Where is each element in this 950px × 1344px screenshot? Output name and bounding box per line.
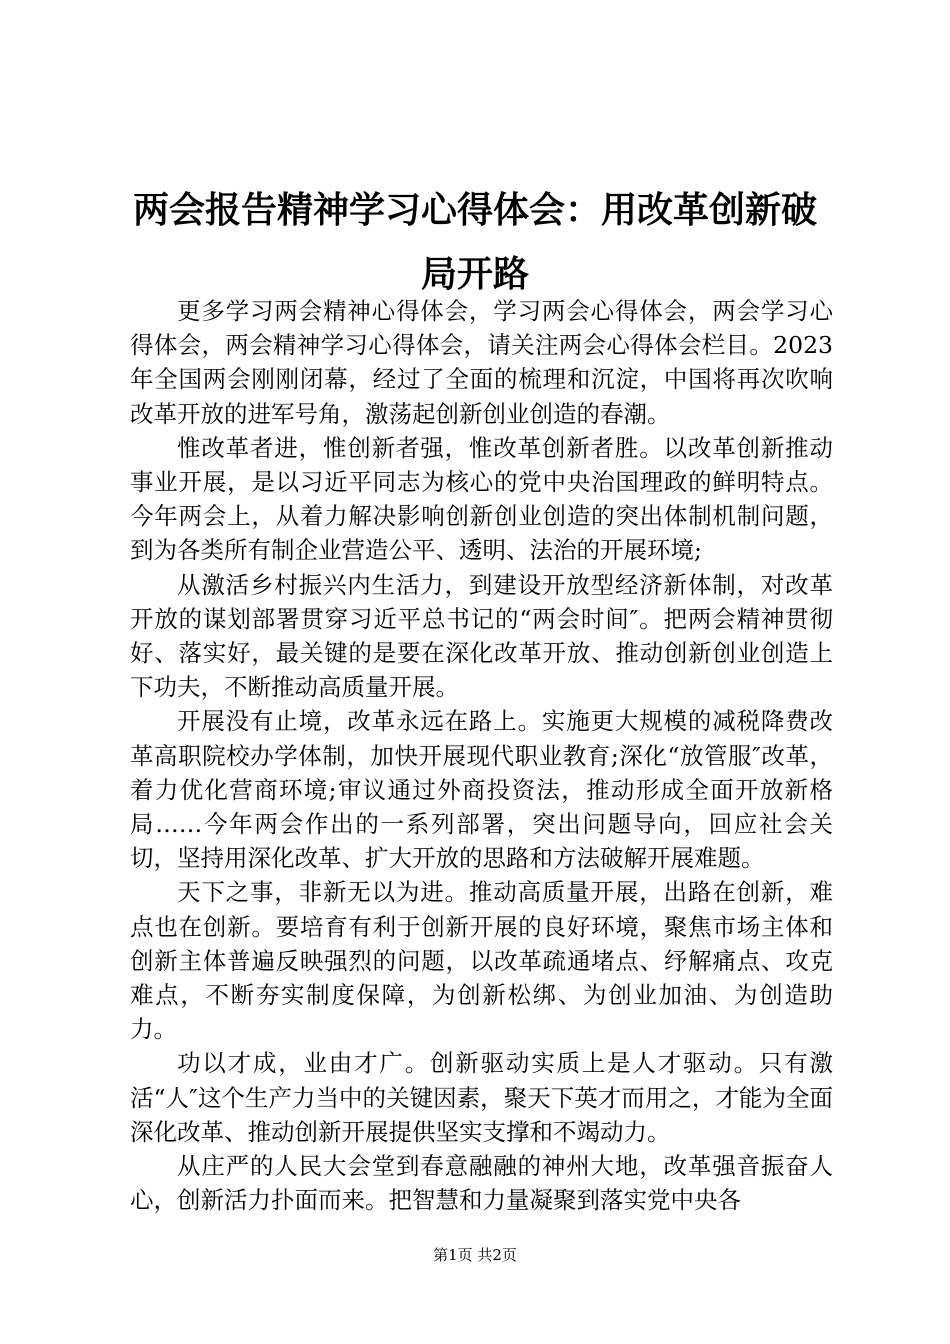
paragraph: 功以才成，业由才广。创新驱动实质上是人才驱动。只有激活“人″这个生产力当中的关键因素，聚天下英才而用之，才能为全面深化改革、推动创新开展提供坚实支撑和不竭动力。 [130, 1049, 833, 1146]
paragraph: 从庄严的人民大会堂到春意融融的神州大地，改革强音振奋人心，创新活力扑面而来。把智慧和力量凝聚到落实党中央各 [130, 1152, 833, 1215]
paragraph: 从激活乡村振兴内生活力，到建设开放型经济新体制，对改革开放的谋划部署贯穿习近平总书记的“两会时间″。把两会精神贯彻好、落实好，最关键的是要在深化改革开放、推动创新创业创造上下功夫，不断推动高质量开展。 [130, 570, 833, 702]
paragraph: 惟改革者进，惟创新者强，惟改革创新者胜。以改革创新推动事业开展，是以习近平同志为核心的党中央治国理政的鲜明特点。今年两会上，从着力解决影响创新创业创造的突出体制机制问题，到为各类所有制企业营造公平、透明、法治的开展环境; [130, 433, 833, 565]
paragraph: 天下之事，非新无以为进。推动高质量开展，出路在创新，难点也在创新。要培育有利于创新开展的良好环境，聚焦市场主体和创新主体普遍反映强烈的问题，以改革疏通堵点、纾解痛点、攻克难点，不断夯实制度保障，为创新松绑、为创业加油、为创造助力。 [130, 878, 833, 1044]
paragraph: 更多学习两会精神心得体会，学习两会心得体会，两会学习心得体会，两会精神学习心得体会，请关注两会心得体会栏目。2023年全国两会刚刚闭幕，经过了全面的梳理和沉淀，中国将再次吹响改革开放的进军号角，激荡起创新创业创造的春潮。 [130, 297, 833, 428]
paragraph: 开展没有止境，改革永远在路上。实施更大规模的减税降费改革高职院校办学体制，加快开展现代职业教育;深化“放管服″改革，着力优化营商环境;审议通过外商投资法，推动形成全面开放新格局……今年两会作出的一系列部署，突出问题导向，回应社会关切，坚持用深化改革、扩大开放的思路和方法破解开展难题。 [130, 707, 833, 873]
document-body [130, 294, 833, 1217]
page-footer: 第1页 共2页 [433, 1246, 517, 1264]
document-title: 两会报告精神学习心得体会：用改革创新破局开路 [132, 189, 817, 295]
